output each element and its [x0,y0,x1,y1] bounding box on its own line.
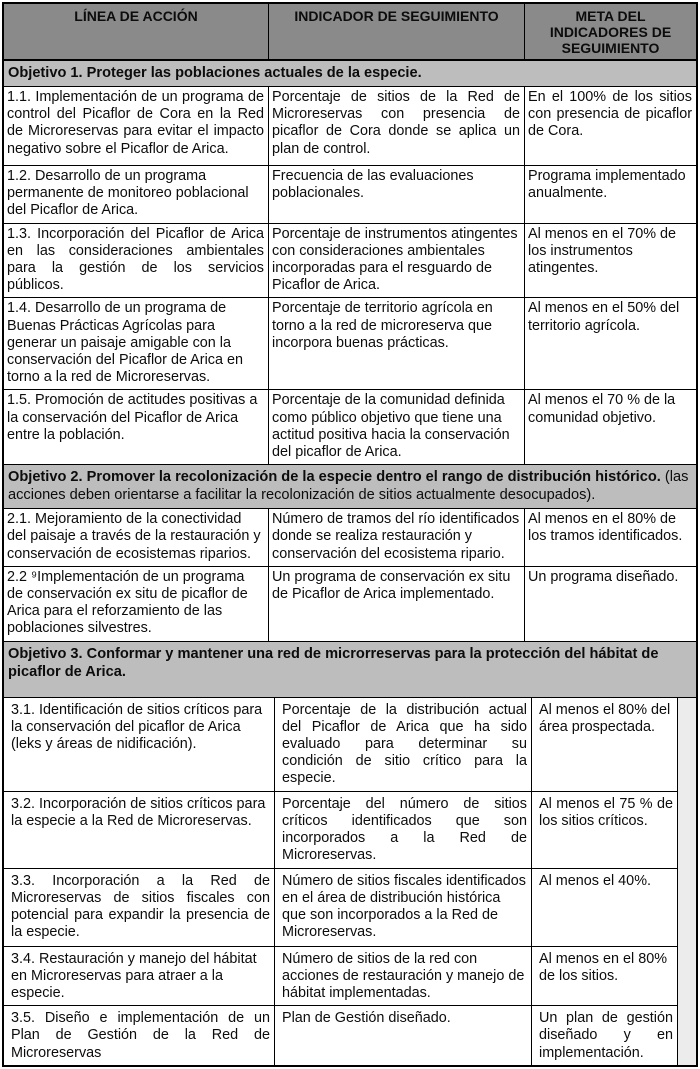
table-row [4,87,696,166]
table-header-row [4,4,696,61]
indicator-cell: Porcentaje de la distribución actual del Picaflor de Arica que ha sido evaluado para determinar su condición de sitio crítico para la especie. [275,698,532,792]
objective-1-title: Objetivo 1. Proteger las poblaciones actuales de la especie. [8,65,422,81]
column-header-meta: META DEL INDICADORES DE SEGUIMIENTO [549,8,672,56]
target-cell: Al menos el 75 % de los sitios críticos. [532,792,678,869]
objective-1-band [4,61,696,87]
objective-3-title: Objetivo 3. Conformar y mantener una red de microrreservas para la protección del hábitat de picaflor de Arica. [8,645,659,680]
action-cell: 1.1. Implementación de un programa de control del Picaflor de Cora en la Red de Microreservas para evitar el impacto negativo sobre el Picaflor de Arica. [4,87,269,166]
target-cell: Programa implementado anualmente. [525,166,696,224]
target-cell: Al menos el 80% del área prospectada. [532,698,678,792]
target-cell: Al menos en el 80% de los sitios. [532,947,678,1007]
objective-2-note: (las acciones deben orientarse a facilitar la recolonización de sitios actualmente desocupados). [8,469,689,504]
target-cell: Al menos el 70 % de la comunidad objetivo. [525,390,696,464]
action-cell: 2.2 ⁹Implementación de un programa de conservación ex situ de picaflor de Arica para el reforzamiento de las poblaciones silvestres. [4,567,269,641]
objective-2-band [4,464,696,509]
table-row [4,1006,678,1065]
action-cell: 3.2. Incorporación de sitios críticos para la especie a la Red de Microreservas. [4,792,275,869]
table-row [4,869,678,947]
objective-3-band [4,641,696,698]
indicator-cell: Número de sitios fiscales identificados en el área de distribución histórica que son incorporados a la Red de Microreservas. [275,869,532,947]
target-cell: Un programa diseñado. [525,567,696,641]
indicator-cell: Porcentaje de instrumentos atingentes con consideraciones ambientales incorporadas para el resguardo de Picaflor de Arica. [269,224,525,299]
indicator-cell: Porcentaje de la comunidad definida como público objetivo que tiene una actitud positiva hacia la conservación del picaflor de Arica. [269,390,525,464]
indicator-cell: Frecuencia de las evaluaciones poblacionales. [269,166,525,224]
objective-1-rows [4,87,696,464]
indicator-cell: Un programa de conservación ex situ de Picaflor de Arica implementado. [269,567,525,641]
target-cell: Un plan de gestión diseñado y en implementación. [532,1006,678,1065]
indicator-cell: Porcentaje de sitios de la Red de Microreservas con presencia de picaflor de Cora donde se aplica un plan de control. [269,87,525,166]
target-cell: En el 100% de los sitios con presencia de picaflor de Cora. [525,87,696,166]
target-cell: Al menos en el 70% de los instrumentos atingentes. [525,224,696,299]
target-cell: Al menos el 40%. [532,869,678,947]
action-cell: 3.1. Identificación de sitios críticos para la conservación del picaflor de Arica (leks y áreas de nidificación). [4,698,275,792]
indicator-cell: Número de tramos del río identificados donde se realiza restauración y conservación del ecosistema ripario. [269,509,525,567]
table-row [4,947,678,1007]
objective-2-title: Objetivo 2. Promover la recolonización de la especie dentro el rango de distribución histórico. [8,469,661,486]
right-gutter [678,698,696,1065]
target-cell: Al menos en el 50% del territorio agrícola. [525,298,696,390]
action-cell: 1.3. Incorporación del Picaflor de Arica en las consideraciones ambientales para la gestión de los servicios públicos. [4,224,269,299]
target-cell: Al menos en el 80% de los tramos identificados. [525,509,696,567]
conservation-action-table [2,2,698,1067]
column-header-linea-de-accion: LÍNEA DE ACCIÓN [4,4,269,59]
indicator-cell: Plan de Gestión diseñado. [275,1006,532,1065]
table-row [4,792,678,869]
indicator-cell: Porcentaje del número de sitios críticos identificados que son incorporados a la Red de Microreservas. [275,792,532,869]
table-row [4,509,696,567]
column-header-indicador: INDICADOR DE SEGUIMIENTO [269,4,525,59]
table-row [4,166,696,224]
action-cell: 3.5. Diseño e implementación de un Plan de Gestión de la Red de Microreservas [4,1006,275,1065]
table-row [4,298,696,390]
table-row [4,698,678,792]
indicator-cell: Porcentaje de territorio agrícola en torno a la red de microreserva que incorpora buenas prácticas. [269,298,525,390]
action-cell: 1.4. Desarrollo de un programa de Buenas Prácticas Agrícolas para generar un paisaje amigable con la conservación del Picaflor de Arica en torno a la red de Microreservas. [4,298,269,390]
objective-3-rows [4,698,678,1065]
objective-3-rows-wrap [4,698,696,1065]
table-row [4,224,696,299]
table-row [4,390,696,464]
action-cell: 3.4. Restauración y manejo del hábitat en Microreservas para atraer a la especie. [4,947,275,1007]
objective-2-rows [4,509,696,640]
indicator-cell: Número de sitios de la red con acciones de restauración y manejo de hábitat implementadas. [275,947,532,1007]
action-cell: 1.2. Desarrollo de un programa permanente de monitoreo poblacional del Picaflor de Arica. [4,166,269,224]
action-cell: 1.5. Promoción de actitudes positivas a la conservación del Picaflor de Arica entre la población. [4,390,269,464]
table-row [4,567,696,641]
action-cell: 2.1. Mejoramiento de la conectividad del paisaje a través de la restauración y conservación de ecosistemas riparios. [4,509,269,567]
action-cell: 3.3. Incorporación a la Red de Microreservas de sitios fiscales con potencial para expandir la presencia de la especie. [4,869,275,947]
